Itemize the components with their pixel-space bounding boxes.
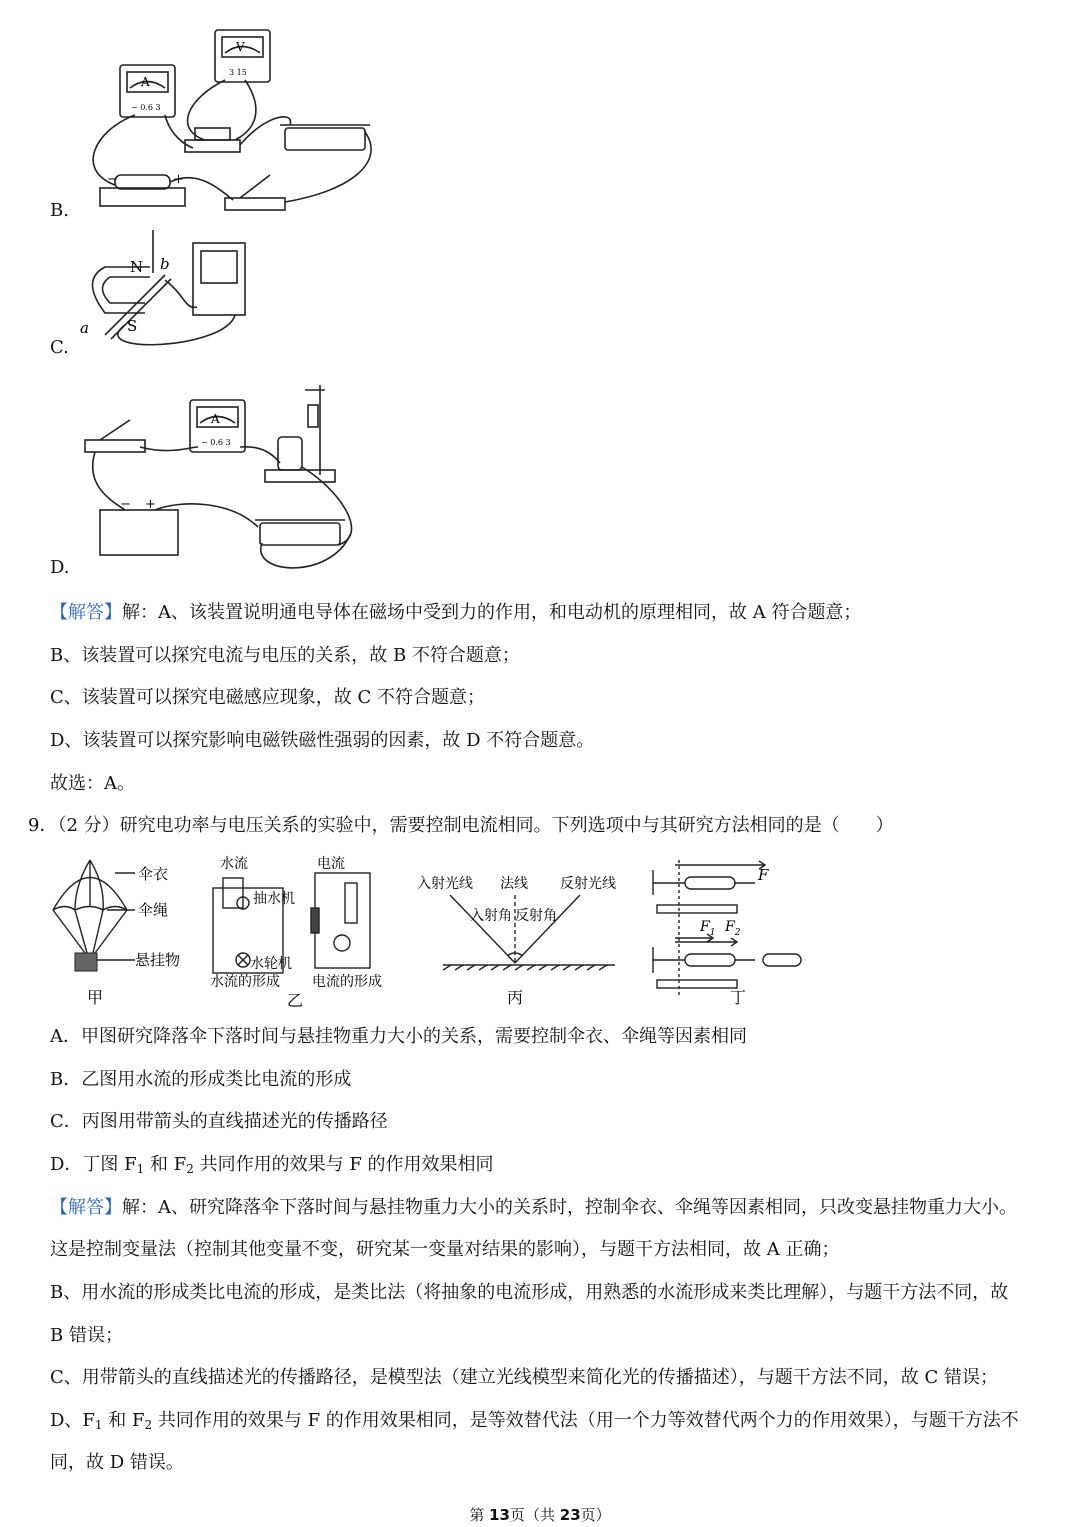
answer8-line4: D、该装置可以探究影响电磁铁磁性强弱的因素，故 D 不符合题意。 [50,730,595,751]
answer9-line4: B 错误； [50,1325,123,1346]
label-turbine: 水轮机 [250,956,292,972]
caption-jia: 甲 [87,988,104,1007]
magnet-label-s: S [127,317,138,335]
d-battery-plus: + [145,497,156,512]
battery-minus: − [107,172,118,187]
voltmeter-scale: 3 15 [229,68,247,77]
figure-yi-analogy [205,848,395,1013]
page-total: 23 [559,1506,581,1524]
figure-ding-forces [645,855,830,1015]
battery-plus: + [173,172,184,187]
rod-end-b: b [160,255,170,273]
label-force-f: F [758,866,769,884]
figure-bing-reflection [415,870,630,1015]
page-footer: 第 13页（共 23页） [469,1506,611,1524]
label-canopy: 伞衣 [138,865,169,883]
caption-yi: 乙 [287,991,304,1010]
label-water-flow: 水流 [220,856,248,872]
option-b-label: B. [50,200,69,221]
ammeter-symbol: A [141,75,150,89]
label-force-f1: $F_1$ [700,919,716,938]
label-payload: 悬挂物 [135,951,181,969]
ammeter-scale: − 0.6 3 [131,103,161,112]
label-force-f2: $F_2$ [725,919,741,938]
label-water-formation: 水流的形成 [210,974,280,990]
page-number: 13 [489,1506,510,1524]
d-ammeter-symbol: A [211,412,220,426]
label-reflection-angle: 反射角 [515,908,557,924]
answer9-tag: 【解答】 [50,1197,122,1218]
rod-end-a: a [80,319,89,337]
q9-option-b: B．乙图用水流的形成类比电流的形成 [50,1069,352,1090]
label-normal: 法线 [500,876,528,892]
answer8-line3: C、该装置可以探究电磁感应现象，故 C 不符合题意； [50,687,485,708]
label-pump: 抽水机 [253,891,295,907]
answer8-line2: B、该装置可以探究电流与电压的关系，故 B 不符合题意； [50,645,520,666]
magnet-label-n: N [130,258,144,276]
option-d-label: D. [50,557,70,578]
answer9-line7: 同，故 D 错误。 [50,1452,184,1473]
option-c-label: C. [50,337,69,358]
label-current: 电流 [317,856,345,872]
q9-option-c: C．丙图用带箭头的直线描述光的传播路径 [50,1111,388,1132]
caption-ding: 丁 [730,988,747,1007]
d-ammeter-scale: − 0.6 3 [201,438,231,447]
question9-stem: 9．（2 分）研究电功率与电压关系的实验中，需要控制电流相同。下列选项中与其研究方法相同的是（ ） [28,815,894,836]
induction-diagram-c [75,225,265,355]
answer9-line2: 这是控制变量法（控制其他变量不变，研究某一变量对结果的影响），与题干方法相同，故 A 正确； [50,1239,840,1260]
circuit-diagram-b [75,20,395,220]
label-incidence-angle: 入射角 [470,908,512,924]
answer8-line5: 故选：A。 [50,773,135,794]
caption-bing: 丙 [507,988,524,1007]
q9-option-d: D．丁图 $F_1$ 和 $F_2$ 共同作用的效果与 F 的作用效果相同 [50,1154,494,1176]
q9-option-a: A．甲图研究降落伞下落时间与悬挂物重力大小的关系，需要控制伞衣、伞绳等因素相同 [50,1026,747,1047]
figure-jia-parachute [45,855,195,1015]
answer8-line1: 【解答】解：A、该装置说明通电导体在磁场中受到力的作用，和电动机的原理相同，故 A 符合题意； [50,602,862,623]
voltmeter-symbol: V [236,40,245,54]
label-reflected-ray: 反射光线 [560,876,616,892]
label-current-formation: 电流的形成 [312,974,382,990]
answer9-line5: C、用带箭头的直线描述光的传播路径，是模型法（建立光线模型来简化光的传播描述），与题干方法不同，故 C 错误； [50,1367,998,1388]
label-cord: 伞绳 [138,901,169,919]
answer9-line6: D、$F_1$ 和 $F_2$ 共同作用的效果与 F 的作用效果相同，是等效替代法（用一个力等效替代两个力的作用效果），与题干方法不 [50,1410,1019,1432]
label-incident-ray: 入射光线 [417,876,473,892]
answer8-tag: 【解答】 [50,602,122,623]
answer9-line3: B、用水流的形成类比电流的形成，是类比法（将抽象的电流形成，用熟悉的水流形成来类比理解），与题干方法不同，故 [50,1282,1009,1303]
electromagnet-diagram-d [80,375,360,575]
answer9-line1: 【解答】解：A、研究降落伞下落时间与悬挂物重力大小的关系时，控制伞衣、伞绳等因素相同，只改变悬挂物重力大小。 [50,1197,1017,1218]
d-battery-minus: − [120,497,131,512]
